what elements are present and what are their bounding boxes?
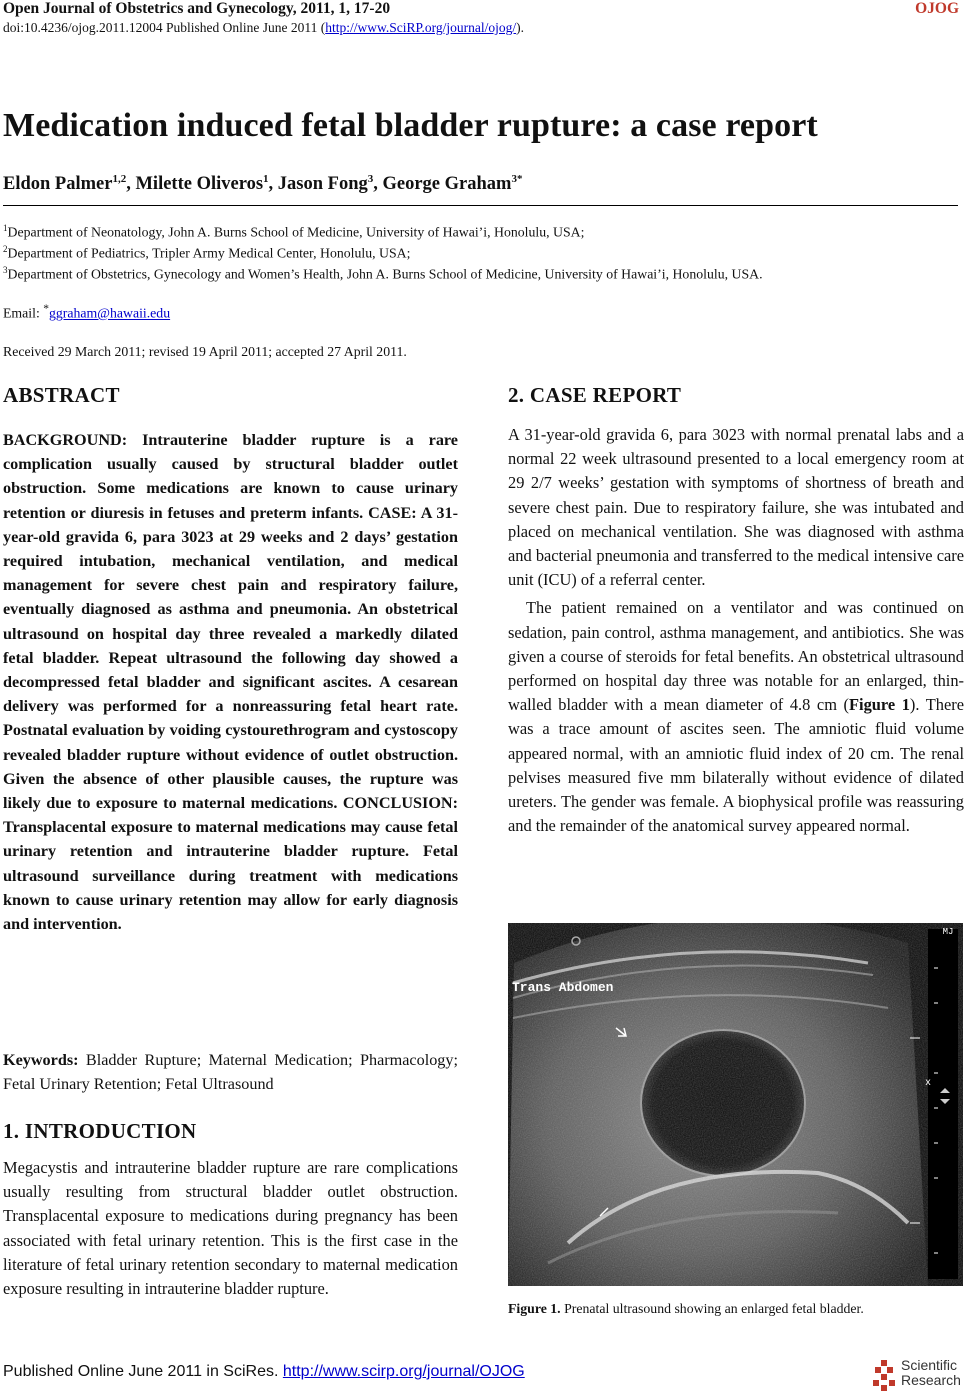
doi-text: doi:10.4236/ojog.2011.12004 Published Online June 2011 ( (3, 20, 326, 35)
paper-title: Medication induced fetal bladder rupture: a case report (3, 107, 818, 144)
author-affiliation-marker: 3* (511, 173, 523, 185)
abstract-body (3, 428, 458, 936)
author-name: Jason Fong (277, 174, 368, 195)
email-link[interactable]: ggraham@hawaii.edu (48, 305, 171, 321)
journal-name: Open Journal of Obstetrics and Gynecology, 2011, 1, 17-20 (3, 0, 391, 17)
ultrasound-figure (508, 923, 963, 1286)
figure-reference[interactable]: Figure 1 (849, 695, 910, 715)
footer-link[interactable]: http://www.scirp.org/journal/OJOG (282, 1363, 525, 1380)
ultrasound-overlay-label: Trans Abdomen (512, 980, 614, 995)
case-report-paragraph-1: A 31-year-old gravida 6, para 3023 with normal prenatal labs and a normal 22 week ultrasound presented to a local emergency room at 29 2/7 weeks’ gestation with symptoms of shortness of breath and severe chest pain. Due to respiratory failure, she was intubated and placed on mechanical ventilation. She was diagnosed with asthma and bacterial pneumonia and transferred to the medical intensive care unit (ICU) of a referral center. (508, 425, 964, 590)
figure-caption (508, 1301, 864, 1317)
journal-link[interactable]: http://www.SciRP.org/journal/ojog/ (325, 20, 517, 35)
author-separator: , (268, 174, 278, 195)
logo-text (901, 1358, 961, 1388)
author-list (3, 173, 522, 195)
author-separator: , (126, 174, 136, 195)
author-affiliation-marker: 1 (263, 173, 269, 185)
introduction-text: Megacystis and intrauterine bladder rupture are rare complications usually resulting from structural bladder outlet obstruction. Transplacental exposure to medications during pregnancy has been associated with fetal urinary retention. This is the first case in the literature of fetal urinary retention secondary to maternal medication exposure resulting in intrauterine bladder rupture. (3, 1158, 458, 1299)
journal-abbreviation: OJOG (915, 0, 959, 17)
introduction-body (3, 1156, 458, 1301)
author-separator: , (373, 174, 383, 195)
doi-line (3, 20, 524, 36)
affiliation-text: Department of Neonatology, John A. Burns School of Medicine, University of Hawai’i, Honolulu, USA; (7, 224, 585, 240)
affiliation-marker: 1 (3, 223, 8, 233)
author-affiliation-marker: 1,2 (112, 173, 127, 185)
logo-line-2: Research (901, 1372, 961, 1388)
case-report-body (508, 423, 964, 838)
email-label: Email: (3, 305, 44, 321)
case-report-paragraph-2 (508, 596, 964, 838)
scanner-side-label: x (925, 1078, 932, 1089)
keywords-label: Keywords: (3, 1051, 79, 1069)
affiliation-text: Department of Pediatrics, Tripler Army Medical Center, Honolulu, USA; (7, 245, 411, 261)
scientific-research-logo (871, 1358, 961, 1394)
author-name: George Graham (382, 174, 512, 195)
caption-text: Prenatal ultrasound showing an enlarged fetal bladder. (560, 1301, 864, 1316)
received-dates: Received 29 March 2011; revised 19 April 2011; accepted 27 April 2011. (3, 344, 407, 359)
email-line (3, 303, 170, 322)
paragraph-text: ). There was a trace amount of ascites seen. The amniotic fluid volume appeared normal, with an amniotic fluid index of 20 cm. The renal pelvises measured five mm bilaterally without evidence of dilated ureters. The gender was female. A biophysical profile was reassuring and the remainder of the anatomical survey appeared normal. (508, 695, 964, 836)
scanner-corner-label: MJ (942, 927, 954, 937)
case-report-heading: 2. CASE REPORT (508, 383, 682, 407)
author-name: Eldon Palmer (3, 174, 113, 195)
author-name: Milette Oliveros (135, 174, 264, 195)
footer (3, 1363, 525, 1381)
abstract-heading: ABSTRACT (3, 383, 120, 407)
keywords-text: Bladder Rupture; Maternal Medication; Pharmacology; Fetal Urinary Retention; Fetal Ultrasound (3, 1051, 458, 1094)
footer-text: Published Online June 2011 in SciRes. (3, 1363, 283, 1380)
ultrasound-image (508, 923, 963, 1286)
keywords (3, 1048, 458, 1096)
caption-label: Figure 1. (508, 1301, 561, 1316)
affiliation-marker: 3 (3, 265, 8, 275)
publisher-logo-icon (871, 1358, 899, 1392)
corresponding-marker: * (43, 303, 49, 315)
affiliation-text: Department of Obstetrics, Gynecology and Women’s Health, John A. Burns School of Medicine, University of Hawai’i, Honolulu, USA. (7, 266, 763, 282)
affiliation-marker: 2 (3, 244, 8, 254)
author-affiliation-marker: 3 (367, 173, 374, 185)
header-divider (3, 205, 958, 206)
affiliation-3 (3, 260, 965, 285)
introduction-heading: 1. INTRODUCTION (3, 1119, 197, 1143)
doi-suffix: ). (516, 20, 525, 35)
logo-line-1: Scientific (901, 1357, 958, 1373)
abstract-text: BACKGROUND: Intrauterine bladder rupture is a rare complication usually caused by structural bladder outlet obstruction. Some medications are known to cause urinary retention or diuresis in fetuses and preterm infants. CASE: A 31-year-old gravida 6, para 3023 at 29 weeks and 2 days’ gestation required intubation, mechanical ventilation, and medical management for severe chest pain and respiratory failure, eventually diagnosed as asthma and pneumonia. An obstetrical ultrasound on hospital day three revealed a markedly dilated fetal bladder. Repeat ultrasound the following day showed a decompressed fetal bladder and significant ascites. A cesarean delivery was performed for a nonreassuring fetal heart rate. Postnatal evaluation by voiding cystourethrogram and cystoscopy revealed bladder rupture without evidence of outlet obstruction. Given the absence of other plausible causes, the rupture was likely due to exposure to maternal medications. CONCLUSION: Transplacental exposure to maternal medications may cause fetal urinary retention and intrauterine bladder rupture. Fetal ultrasound surveillance during treatment with medications known to cause urinary retention may allow for early diagnosis and intervention. (3, 431, 458, 934)
paragraph-text: The patient remained on a ventilator and was continued on sedation, pain control, asthma management, and antibiotics. She was given a course of steroids for fetal benefits. An obstetrical ultrasound performed on hospital day three was notable for an enlarged, thin-walled bladder with a mean diameter of 4.8 cm ( (508, 598, 964, 715)
